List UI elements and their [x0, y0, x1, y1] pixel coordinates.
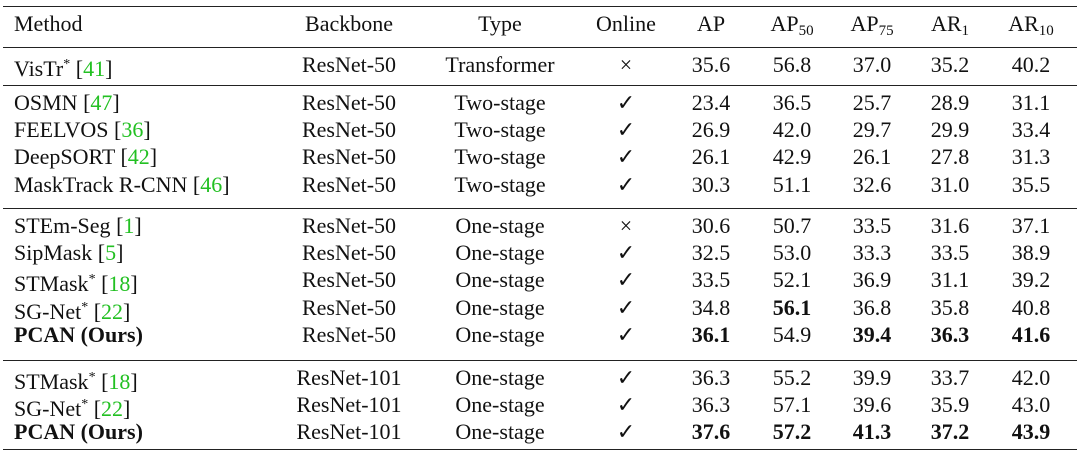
method-name: STMask: [14, 369, 89, 394]
ar10-cell: 35.5: [1011, 171, 1051, 197]
cross-mark-icon: ×: [619, 213, 633, 238]
ar1-cell: 29.9: [930, 117, 970, 143]
star-mark: *: [81, 299, 89, 315]
backbone-cell: ResNet-50: [301, 213, 397, 238]
method-cell: VisTr* [41]: [14, 56, 113, 81]
method-name: SipMask: [14, 240, 93, 266]
check-mark-icon: ✓: [616, 294, 636, 320]
citation-number: 41: [83, 56, 106, 81]
ap-cell: 37.6: [691, 419, 731, 445]
citation-number: 22: [101, 298, 124, 324]
table-row: [0, 364, 1080, 392]
type-cell: One-stage: [455, 267, 545, 293]
citation-number: 47: [90, 90, 113, 115]
ap75-cell: 29.7: [852, 117, 892, 143]
table-row: [0, 51, 1080, 79]
ap-cell: 33.5: [691, 267, 731, 293]
ap50-cell: 57.2: [772, 419, 812, 445]
check-mark-icon: ✓: [616, 117, 636, 143]
method-cell: MaskTrack R-CNN [46]: [14, 171, 230, 197]
method-cell: [14, 418, 143, 446]
method-cell: FEELVOS [36]: [14, 117, 151, 143]
ap50-cell: 54.9: [772, 321, 812, 347]
star-mark: *: [63, 57, 71, 72]
backbone-cell: ResNet-50: [301, 52, 397, 77]
table-row: [0, 391, 1080, 422]
star-mark: *: [88, 272, 96, 288]
method-name: VisTr: [14, 56, 64, 81]
header-backbone: Backbone: [305, 11, 393, 36]
table-row: [0, 212, 1080, 240]
backbone-cell: ResNet-50: [301, 240, 397, 266]
citation-number: 18: [108, 369, 131, 394]
ar10-cell: 41.6: [1011, 321, 1051, 347]
ar10-cell: 43.0: [1011, 392, 1051, 418]
ap50-cell: 53.0: [772, 240, 812, 266]
table-row: [0, 89, 1080, 117]
type-cell: One-stage: [455, 419, 545, 445]
header-row: [0, 10, 1080, 38]
header-ar10-prefix: AR: [1008, 11, 1039, 36]
method-cell: OSMN [47]: [14, 90, 120, 115]
ar1-cell: 27.8: [930, 144, 970, 170]
table-row: [0, 143, 1080, 171]
ar1-cell: 28.9: [930, 90, 970, 115]
header-online: Online: [596, 11, 656, 36]
ar10-cell: 42.0: [1011, 365, 1051, 390]
ap-cell: 26.9: [691, 117, 731, 143]
ar1-cell: 31.1: [930, 267, 970, 293]
ap50-cell: 42.0: [772, 117, 812, 143]
method-name: PCAN (Ours): [14, 321, 143, 347]
group-separator-rule: [3, 47, 1077, 48]
citation-number: 46: [200, 171, 223, 197]
type-cell: One-stage: [455, 321, 545, 347]
ar10-cell: 43.9: [1011, 419, 1051, 445]
ap-cell: 30.6: [691, 213, 731, 238]
check-mark-icon: ✓: [616, 392, 636, 418]
ap-cell: 35.6: [691, 52, 731, 77]
header-ap50-subscript: 50: [798, 23, 814, 39]
method-name: DeepSORT: [14, 144, 115, 170]
table-row: [0, 171, 1080, 199]
check-mark-icon: ✓: [616, 321, 636, 347]
backbone-cell: ResNet-50: [301, 267, 397, 293]
ap50-cell: 56.8: [772, 52, 812, 77]
ap-cell: 30.3: [691, 171, 731, 197]
header-ap75: [837, 10, 907, 38]
ap50-cell: 57.1: [772, 392, 812, 418]
backbone-cell: ResNet-50: [301, 171, 397, 197]
type-cell: Two-stage: [454, 144, 546, 170]
ap75-cell: 26.1: [852, 144, 892, 170]
method-name: FEELVOS: [14, 117, 109, 143]
ar10-cell: 38.9: [1011, 240, 1051, 266]
cross-mark-icon: ×: [619, 52, 633, 77]
ar10-cell: 31.1: [1011, 90, 1051, 115]
ar1-cell: 33.7: [930, 365, 970, 390]
ar1-cell: 35.2: [930, 52, 970, 77]
type-cell: Two-stage: [454, 90, 546, 115]
ar1-cell: 35.8: [930, 294, 970, 320]
method-name: PCAN (Ours): [14, 419, 143, 445]
table-row: [0, 321, 1080, 349]
backbone-cell: ResNet-50: [301, 294, 397, 320]
type-cell: One-stage: [455, 392, 545, 418]
ap75-cell: 33.5: [852, 213, 892, 238]
citation-number: 18: [108, 271, 131, 297]
check-mark-icon: ✓: [616, 419, 636, 445]
ar1-cell: 35.9: [930, 392, 970, 418]
star-mark: *: [88, 370, 96, 385]
ap-cell: 34.8: [691, 294, 731, 320]
method-cell: [14, 321, 143, 349]
table-row: [0, 266, 1080, 297]
type-cell: Transformer: [445, 52, 555, 77]
ap75-cell: 33.3: [852, 240, 892, 266]
type-cell: One-stage: [455, 213, 545, 238]
backbone-cell: ResNet-50: [301, 144, 397, 170]
citation-number: 36: [121, 117, 144, 143]
ap50-cell: 36.5: [772, 90, 812, 115]
method-name: SG-Net: [14, 396, 82, 422]
citation-number: 42: [127, 144, 150, 170]
type-cell: Two-stage: [454, 171, 546, 197]
ar10-cell: 39.2: [1011, 267, 1051, 293]
header-ar1-subscript: 1: [961, 23, 970, 39]
check-mark-icon: ✓: [616, 144, 636, 170]
backbone-cell: ResNet-101: [296, 365, 402, 390]
top-rule: [3, 6, 1077, 7]
ap50-cell: 52.1: [772, 267, 812, 293]
ap-cell: 36.1: [691, 321, 731, 347]
header-ap50-prefix: AP: [770, 11, 799, 36]
header-ar10: [996, 10, 1066, 38]
ap-cell: 26.1: [691, 144, 731, 170]
ap75-cell: 32.6: [852, 171, 892, 197]
header-ar1: [917, 10, 983, 38]
check-mark-icon: ✓: [616, 240, 636, 266]
ap75-cell: 39.4: [852, 321, 892, 347]
ar1-cell: 31.0: [930, 171, 970, 197]
table-row: [0, 294, 1080, 322]
method-cell: SG-Net* [22]: [14, 298, 131, 324]
ap-cell: 36.3: [691, 365, 731, 390]
ap-cell: 23.4: [691, 90, 731, 115]
backbone-cell: ResNet-50: [301, 117, 397, 143]
header-ap50: [757, 10, 827, 38]
ap75-cell: 37.0: [852, 52, 892, 77]
ar1-cell: 36.3: [930, 321, 970, 347]
ar1-cell: 33.5: [930, 240, 970, 266]
backbone-cell: ResNet-50: [301, 90, 397, 115]
ap-cell: 32.5: [691, 240, 731, 266]
ar1-cell: 31.6: [930, 213, 970, 238]
method-name: OSMN: [14, 90, 78, 115]
method-name: SG-Net: [14, 298, 82, 324]
backbone-cell: ResNet-101: [296, 419, 402, 445]
check-mark-icon: ✓: [616, 267, 636, 293]
method-cell: SG-Net* [22]: [14, 396, 131, 422]
header-ap75-subscript: 75: [878, 23, 894, 39]
ap75-cell: 39.9: [852, 365, 892, 390]
ap50-cell: 50.7: [772, 213, 812, 238]
ap50-cell: 56.1: [772, 294, 812, 320]
ap75-cell: 41.3: [852, 419, 892, 445]
star-mark: *: [81, 397, 89, 413]
method-cell: STMask* [18]: [14, 271, 138, 297]
ap75-cell: 39.6: [852, 392, 892, 418]
bottom-rule: [3, 449, 1077, 450]
type-cell: One-stage: [455, 365, 545, 390]
citation-number: 22: [101, 396, 124, 422]
check-mark-icon: ✓: [616, 171, 636, 197]
table-row: [0, 239, 1080, 267]
ap75-cell: 25.7: [852, 90, 892, 115]
table-row: [0, 418, 1080, 446]
header-ar10-subscript: 10: [1038, 23, 1054, 39]
ap50-cell: 51.1: [772, 171, 812, 197]
ar1-cell: 37.2: [930, 419, 970, 445]
type-cell: Two-stage: [454, 117, 546, 143]
ap50-cell: 42.9: [772, 144, 812, 170]
header-type: Type: [478, 11, 522, 36]
method-cell: DeepSORT [42]: [14, 144, 158, 170]
backbone-cell: ResNet-101: [296, 392, 402, 418]
ar10-cell: 31.3: [1011, 144, 1051, 170]
backbone-cell: ResNet-50: [301, 321, 397, 347]
check-mark-icon: ✓: [616, 90, 636, 115]
ar10-cell: 37.1: [1011, 213, 1051, 238]
ar10-cell: 40.8: [1011, 294, 1051, 320]
table-row: [0, 116, 1080, 144]
header-ap75-prefix: AP: [850, 11, 879, 36]
ap75-cell: 36.9: [852, 267, 892, 293]
ap50-cell: 55.2: [772, 365, 812, 390]
citation-number: 5: [105, 240, 117, 266]
ar10-cell: 33.4: [1011, 117, 1051, 143]
header-method: Method: [14, 11, 83, 36]
type-cell: One-stage: [455, 294, 545, 320]
group-separator-rule: [3, 85, 1077, 86]
ap-cell: 36.3: [691, 392, 731, 418]
method-cell: SipMask [5]: [14, 240, 124, 266]
header-ap: AP: [696, 11, 726, 36]
ar10-cell: 40.2: [1011, 52, 1051, 77]
method-name: STEm-Seg: [14, 213, 111, 238]
ap75-cell: 36.8: [852, 294, 892, 320]
group-separator-rule: [3, 360, 1077, 361]
check-mark-icon: ✓: [616, 365, 636, 390]
method-cell: STMask* [18]: [14, 369, 138, 394]
method-name: MaskTrack R-CNN: [14, 171, 188, 197]
group-separator-rule: [3, 208, 1077, 209]
header-ar1-prefix: AR: [930, 11, 962, 36]
method-cell: STEm-Seg [1]: [14, 213, 142, 238]
citation-number: 1: [123, 213, 135, 238]
type-cell: One-stage: [455, 240, 545, 266]
method-name: STMask: [14, 271, 89, 297]
